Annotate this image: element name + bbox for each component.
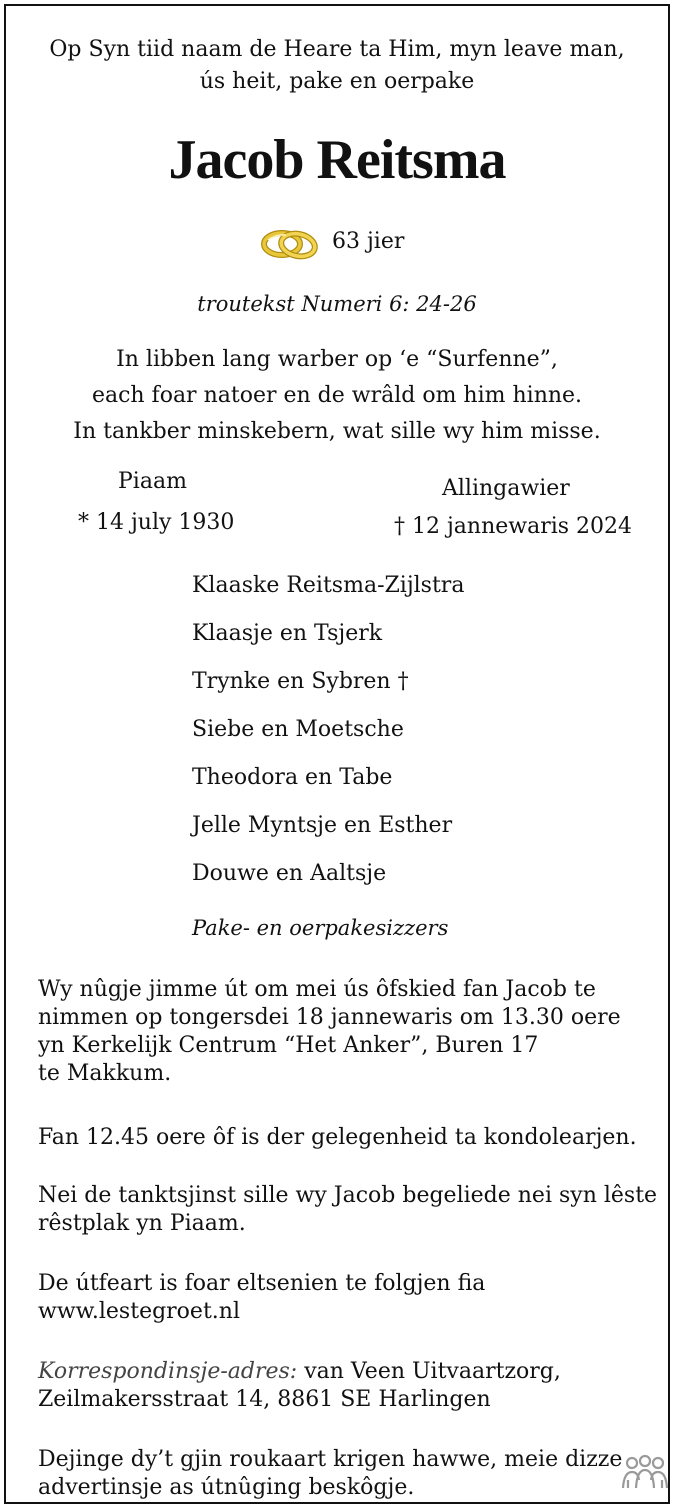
family-member: Theodora en Tabe (192, 765, 393, 790)
obituary-card (4, 4, 670, 1504)
people-group-logo-icon (620, 1454, 670, 1494)
livestream-link[interactable]: www.lestegroet.nl (38, 1299, 240, 1324)
burial-line-1: Nei de tanktsjinst sille wy Jacob begeliede nei syn lêste (38, 1183, 658, 1208)
condolence-text: Fan 12.45 oere ôf is der gelegenheid ta kondolearjen. (38, 1125, 637, 1150)
closing-line-2: advertinsje as útnûging beskôgje. (38, 1475, 415, 1500)
invitation-line-2: nimmen op tongersdei 18 jannewaris om 13.30 oere (38, 1005, 621, 1030)
wedding-text: troutekst Numeri 6: 24-26 (197, 292, 477, 316)
death-date: † 12 jannewaris 2024 (394, 514, 633, 539)
family-member: Siebe en Moetsche (192, 717, 404, 742)
family-member: Klaasje en Tsjerk (192, 621, 383, 646)
invitation-line-3: yn Kerkelijk Centrum “Het Anker”, Buren 17 (38, 1033, 539, 1058)
death-place: Allingawier (442, 476, 570, 501)
burial-line-2: rêstplak yn Piaam. (38, 1211, 246, 1236)
closing-line-1: Dejinge dy’t gjin roukaart krigen hawwe, meie dizze (38, 1447, 623, 1472)
verse-line-3: In tankber minskebern, wat sille wy him misse. (73, 419, 601, 444)
wedding-rings-icon (258, 226, 322, 262)
verse-line-1: In libben lang warber op ‘e “Surfenne”, (116, 347, 558, 372)
correspondence-line-1 (38, 1358, 561, 1386)
family-member: Trynke en Sybren † (192, 669, 409, 694)
family-member: Douwe en Aaltsje (192, 861, 387, 886)
family-member: Jelle Myntsje en Esther (192, 813, 453, 838)
intro-line-2: ús heit, pake en oerpake (199, 69, 475, 94)
deceased-name: Jacob Reitsma (168, 129, 506, 191)
invitation-line-1: Wy nûgje jimme út om mei ús ôfskied fan Jacob te (38, 977, 596, 1002)
correspondence-name: van Veen Uitvaartzorg, (297, 1359, 561, 1384)
birth-place: Piaam (118, 469, 187, 494)
intro-line-1: Op Syn tiid naam de Heare ta Him, myn leave man, (49, 37, 625, 62)
correspondence-line-2: Zeilmakersstraat 14, 8861 SE Harlingen (38, 1387, 491, 1412)
grandchildren-line: Pake- en oerpakesizzers (192, 916, 449, 940)
invitation-line-4: te Makkum. (38, 1061, 172, 1086)
verse-line-2: each foar natoer en de wrâld om him hinne. (91, 383, 583, 408)
livestream-line-1: De útfeart is foar eltsenien te folgjen fia (38, 1271, 486, 1296)
verse (6, 342, 668, 450)
correspondence-label: Korrespondinsje-adres: (38, 1359, 298, 1384)
birth-date: * 14 july 1930 (78, 510, 235, 535)
marriage-years: 63 jier (332, 229, 405, 254)
intro-text (6, 34, 668, 98)
marriage-row (6, 224, 668, 264)
family-member: Klaaske Reitsma-Zijlstra (192, 573, 465, 598)
